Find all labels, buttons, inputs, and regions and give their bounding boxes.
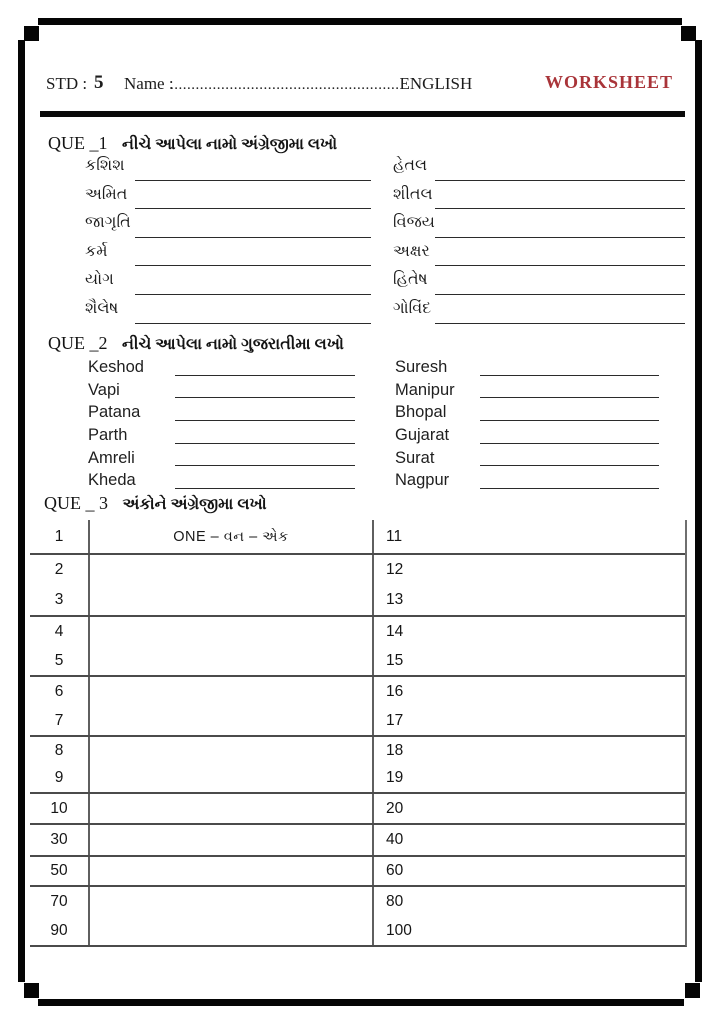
serial-cell: [30, 825, 90, 855]
border-corner-step: [681, 26, 696, 41]
answer-line: [480, 465, 659, 466]
number: 6: [54, 682, 64, 700]
gujarati-name: શૈલેષ: [85, 299, 119, 317]
fill-row: [395, 470, 659, 493]
number: 16: [386, 682, 404, 700]
que1-number: QUE _1: [48, 133, 108, 153]
english-name: Vapi: [88, 380, 120, 399]
que2-instruction: નીચે આપેલા નામો ગુજરાતીમા લખો: [122, 336, 344, 353]
answer-line: [175, 420, 355, 421]
answer-line: [135, 265, 371, 266]
name-dots: ......................................................: [170, 77, 400, 93]
serial-cell: [374, 794, 685, 823]
gujarati-name: કશિશ: [85, 157, 125, 174]
answer-line: [135, 237, 371, 238]
answer-line: [435, 237, 685, 238]
table-row-group: [30, 855, 685, 885]
que2-number: QUE _2: [48, 333, 108, 353]
gujarati-name: હેતલ: [393, 157, 428, 174]
serial-cell: [374, 677, 685, 735]
number: 11: [386, 527, 403, 545]
gujarati-name: વિજય: [393, 214, 435, 232]
answer-line: [480, 488, 659, 489]
number: 18: [386, 741, 404, 759]
answer-line: [135, 294, 371, 295]
que3-instruction: અંકોને અંગ્રેજીમા લખો: [122, 496, 267, 513]
gujarati-name: શીતલ: [393, 185, 433, 203]
number: 8: [54, 741, 64, 759]
fill-row: [88, 448, 355, 471]
english-name: Nagpur: [395, 471, 450, 490]
gujarati-name: જાગૃતિ: [85, 214, 131, 232]
answer-line: [175, 443, 355, 444]
answer-line: [175, 488, 355, 489]
fill-row: [85, 185, 373, 214]
fill-row: [393, 185, 685, 214]
que3-title: [44, 493, 267, 514]
answer-line: [435, 180, 685, 181]
page-border-left: [18, 40, 25, 982]
serial-cell: [30, 520, 90, 553]
table-row-group: [30, 675, 685, 735]
gujarati-name: અમિત: [85, 185, 128, 203]
name-blank: [170, 74, 472, 94]
answer-line: [135, 180, 371, 181]
que1-left-column: [85, 156, 373, 328]
number: 40: [386, 831, 404, 848]
fill-row: [88, 470, 355, 493]
fill-row: [393, 270, 685, 299]
english-name: Parth: [88, 426, 128, 445]
fill-row: [85, 213, 373, 242]
serial-cell: [30, 887, 90, 945]
answer-line: [135, 323, 371, 324]
gujarati-name: કર્મ: [85, 242, 108, 260]
answer-line: [480, 420, 659, 421]
serial-cell: [30, 794, 90, 823]
english-name: Surat: [395, 448, 435, 467]
number: 17: [386, 711, 404, 729]
serial-cell: [374, 617, 685, 675]
fill-row: [395, 380, 659, 403]
gujarati-name: ગોવિંદ: [393, 299, 432, 317]
que1-instruction: નીચે આપેલા નામો અંગ્રેજીમા લખો: [122, 136, 338, 153]
fill-row: [393, 213, 685, 242]
english-name: Keshod: [88, 358, 144, 376]
que2-right-column: [395, 357, 659, 493]
que1-title: [48, 133, 337, 154]
english-name: Manipur: [395, 380, 455, 399]
page-border-right: [695, 40, 702, 982]
number: 7: [54, 711, 64, 729]
header-rule: [40, 111, 685, 117]
numbers-table: [30, 520, 687, 947]
border-corner-step: [685, 983, 700, 998]
number: 60: [386, 862, 404, 879]
fill-row: [85, 156, 373, 185]
number: 15: [386, 651, 404, 669]
answer-line: [480, 375, 659, 376]
answer-cell: [90, 887, 374, 945]
gujarati-name: અક્ષર: [393, 242, 430, 260]
number: 20: [386, 799, 404, 817]
table-row-group: [30, 792, 685, 823]
que2-left-column: [88, 357, 355, 493]
number: 3: [54, 591, 64, 608]
number: 30: [50, 831, 68, 848]
std-label: STD :: [46, 74, 88, 93]
fill-row: [395, 425, 659, 448]
answer-line: [435, 294, 685, 295]
number: 5: [54, 651, 64, 669]
number: 80: [386, 892, 404, 910]
serial-cell: [374, 555, 685, 615]
answer-cell: [90, 825, 374, 855]
que3-number: QUE _ 3: [44, 493, 108, 513]
serial-cell: [374, 520, 685, 553]
table-row-group: [30, 615, 685, 675]
answer-cell: [90, 677, 374, 735]
answer-cell: [90, 520, 374, 553]
answer-line: [135, 208, 371, 209]
answer-line: [175, 465, 355, 466]
number: 13: [386, 591, 404, 608]
english-name: Suresh: [395, 358, 448, 376]
number: 12: [386, 561, 404, 578]
english-name: Gujarat: [395, 426, 450, 445]
answer-cell: [90, 794, 374, 823]
example-text: ONE – વન – એક: [173, 528, 289, 545]
border-corner-step: [24, 983, 39, 998]
number: 1: [54, 527, 64, 545]
serial-cell: [30, 857, 90, 885]
fill-row: [85, 242, 373, 271]
answer-line: [480, 443, 659, 444]
table-row-group: [30, 735, 685, 792]
number: 10: [50, 799, 68, 817]
fill-row: [88, 357, 355, 380]
page-border-bottom: [38, 999, 684, 1006]
answer-line: [435, 208, 685, 209]
answer-line: [175, 375, 355, 376]
english-name: Patana: [88, 403, 141, 422]
serial-cell: [374, 737, 685, 792]
worksheet-label: WORKSHEET: [545, 72, 674, 92]
page-border-top: [38, 18, 682, 25]
serial-cell: [374, 825, 685, 855]
fill-row: [393, 299, 685, 328]
number: 14: [386, 622, 404, 640]
serial-cell: [30, 677, 90, 735]
fill-row: [85, 299, 373, 328]
serial-cell: [374, 887, 685, 945]
serial-cell: [374, 857, 685, 885]
fill-row: [395, 357, 659, 380]
fill-row: [393, 242, 685, 271]
fill-row: [88, 380, 355, 403]
table-row-group: [30, 553, 685, 615]
english-name: Kheda: [88, 471, 136, 490]
table-row-group: [30, 823, 685, 855]
english-name: Amreli: [88, 448, 135, 467]
table-row-group: [30, 885, 685, 945]
header: [42, 70, 692, 98]
name-label: Name :: [124, 74, 174, 93]
number: 19: [386, 769, 404, 787]
fill-row: [395, 402, 659, 425]
fill-row: [395, 448, 659, 471]
answer-cell: [90, 555, 374, 615]
table-row-group: [30, 520, 685, 553]
answer-cell: [90, 617, 374, 675]
number: 50: [50, 862, 68, 879]
number: 100: [386, 921, 412, 939]
fill-row: [88, 425, 355, 448]
std-value: 5: [94, 72, 104, 93]
gujarati-name: યોગ: [85, 271, 114, 289]
fill-row: [393, 156, 685, 185]
number: 2: [54, 561, 64, 578]
number: 90: [50, 921, 68, 939]
serial-cell: [30, 617, 90, 675]
border-corner-step: [24, 26, 39, 41]
serial-cell: [30, 555, 90, 615]
answer-line: [435, 323, 685, 324]
serial-cell: [30, 737, 90, 792]
answer-cell: [90, 737, 374, 792]
english-name: Bhopal: [395, 403, 447, 422]
que1-right-column: [393, 156, 685, 328]
answer-line: [175, 397, 355, 398]
number: 9: [54, 769, 64, 787]
number: 70: [50, 892, 68, 910]
fill-row: [88, 402, 355, 425]
gujarati-name: હિતેષ: [393, 271, 428, 289]
answer-cell: [90, 857, 374, 885]
answer-line: [435, 265, 685, 266]
answer-line: [480, 397, 659, 398]
fill-row: [85, 270, 373, 299]
subject-label: ENGLISH: [399, 74, 473, 93]
que2-title: [48, 333, 344, 354]
number: 4: [54, 622, 64, 640]
